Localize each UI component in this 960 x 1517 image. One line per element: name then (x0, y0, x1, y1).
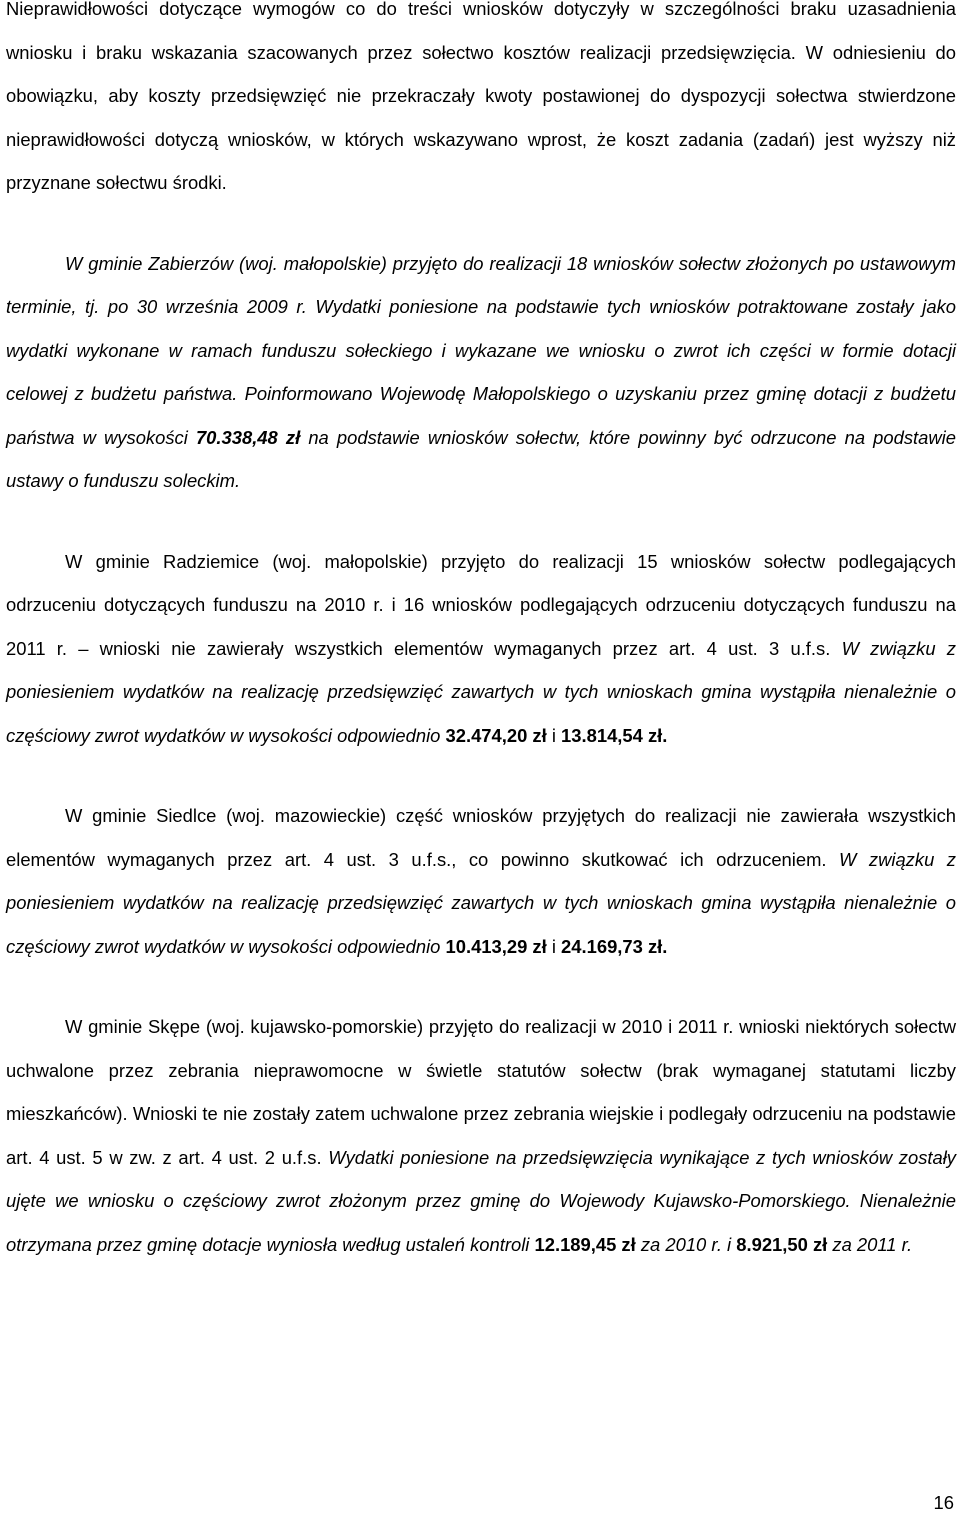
amount-highlight: 32.474,20 zł (445, 724, 547, 746)
amount-highlight: 12.189,45 zł (534, 1233, 636, 1255)
paragraph-radziemice (6, 540, 956, 758)
paragraph-text: Nieprawidłowości dotyczące wymogów co do treści wniosków dotyczyły w szczególności braku uzasadnienia wniosku i braku wskazania szacowanych przez sołectwo kosztów realizacji przedsięwzięcia. W odniesieniu do obowiązku, aby koszty przedsięwzięć nie przekraczały kwoty postawionej do dyspozycji sołectwa stwierdzone nieprawidłowości dotyczą wniosków, w których wskazywano wprost, że koszt zadania (zadań) jest wyższy niż przyznane sołectwu środki. (6, 0, 956, 193)
amount-highlight: 24.169,73 zł. (561, 935, 668, 957)
paragraph-italic-lead: W gminie Zabierzów (woj. małopolskie) przyjęto do realizacji 18 wniosków sołectw złożonych po ustawowym terminie, tj. po 30 września 2009 r. (6, 252, 956, 317)
paragraph-italic-tail: na podstawie wniosków sołectw, które powinny być odrzucone na podstawie ustawy o funduszu soleckim. (6, 426, 956, 491)
document-page (6, 0, 956, 1266)
paragraph-italic-body: W związku z poniesieniem wydatków na realizację przedsięwzięć zawartych w tych wnioskach gmina wystąpiła nienależnie o częściowy zwrot wydatków w wysokości odpowiednio (6, 637, 956, 746)
paragraph-zabierzow (6, 242, 956, 503)
paragraph-text: W gminie Radziemice (woj. małopolskie) przyjęto do realizacji 15 wniosków sołectw podlegających odrzuceniu dotyczących funduszu na 2010 r. i 16 wniosków podlegających odrzuceniu dotyczących funduszu na 2011 r. – wnioski nie zawierały wszystkich elementów wymaganych przez art. 4 ust. 3 u.f.s. (6, 550, 956, 659)
paragraph-italic-inform: Poinformowano Wojewodę Małopolskiego o uzyskaniu przez gminę dotacji z budżetu państwa w wysokości (6, 383, 956, 448)
amount-highlight: 10.413,29 zł (445, 935, 547, 957)
amount-highlight: 70.338,48 zł (195, 426, 301, 448)
paragraph-italic-body: Wydatki poniesione na przedsięwzięcia wynikające z tych wniosków zostały ujęte we wniosku o częściowy zwrot złożonym przez gminę do Wojewody Kujawsko-Pomorskiego. Nienależnie otrzymana przez gminę dotacje wyniosła według ustaleń kontroli (6, 1146, 957, 1255)
page-number: 16 (933, 1492, 954, 1513)
paragraph-irregularities-content (6, 0, 956, 205)
paragraph-text: W gminie Siedlce (woj. mazowieckie) część wniosków przyjętych do realizacji nie zawierała wszystkich elementów wymaganych przez art. 4 ust. 3 u.f.s., co powinno skutkować ich odrzuceniem. (6, 805, 956, 870)
amount-highlight: 8.921,50 zł (736, 1233, 828, 1255)
paragraph-skepe (6, 1005, 956, 1266)
amount-highlight: 13.814,54 zł. (561, 724, 668, 746)
connector-text: i (546, 935, 562, 957)
paragraph-italic-tail: za 2011 r. (827, 1233, 913, 1255)
paragraph-siedlce (6, 794, 956, 968)
paragraph-italic-body: W związku z poniesieniem wydatków na realizację przedsięwzięć zawartych w tych wnioskach gmina wystąpiła nienależnie o częściowy zwrot wydatków w wysokości odpowiednio (6, 848, 956, 957)
connector-text: i (546, 724, 562, 746)
paragraph-italic-mid: za 2010 r. i (635, 1233, 737, 1255)
paragraph-italic-body: Wydatki poniesione na podstawie tych wniosków potraktowane zostały jako wydatki wykonane w ramach funduszu sołeckiego i wykazane we wniosku o zwrot ich części w formie dotacji celowej z budżetu państwa. (6, 296, 956, 404)
paragraph-text: W gminie Skępe (woj. kujawsko-pomorskie) przyjęto do realizacji w 2010 i 2011 r. wnioski niektórych sołectw uchwalone przez zebrania nieprawomocne w świetle statutów sołectw (brak wymaganej statutami liczby mieszkańców). Wnioski te nie zostały zatem uchwalone przez zebrania wiejskie i podlegały odrzuceniu na podstawie art. 4 ust. 5 w zw. z art. 4 ust. 2 u.f.s. (6, 1016, 956, 1168)
